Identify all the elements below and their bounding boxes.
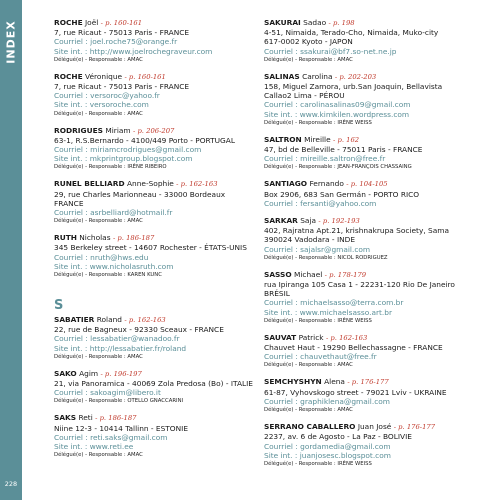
entry-website[interactable]: Site int. : juanjosesc.blogspot.com bbox=[264, 450, 391, 460]
entry-address: 617-0002 Kyoto - JAPON bbox=[264, 37, 353, 47]
index-title bbox=[2, 12, 20, 72]
index-title-text: INDEX bbox=[4, 20, 18, 64]
entry-email[interactable]: Courriel : michaelsasso@terra.com.br bbox=[264, 298, 404, 308]
entry-address: 402, Rajratna Apt.21, krishnakrupa Society, Sama bbox=[264, 226, 449, 236]
entry-pages: - p. 202-203 bbox=[334, 72, 377, 81]
entry-surname: RUTH bbox=[54, 233, 77, 243]
entry-email[interactable]: Courriel : ssakurai@bf7.so-net.ne.jp bbox=[264, 46, 397, 56]
index-entry bbox=[264, 216, 464, 262]
entry-surname: SALINAS bbox=[264, 71, 300, 81]
entry-pages: - p. 162-163 bbox=[325, 333, 368, 342]
entry-address: 63-1, R.S.Bernardo - 4100/449 Porto - PORTUGAL bbox=[54, 135, 235, 145]
entry-header bbox=[264, 333, 464, 343]
section-letter: S bbox=[54, 298, 64, 314]
entry-header bbox=[54, 72, 254, 82]
entry-header bbox=[264, 377, 464, 387]
entry-address: 7, rue Ricaut - 75013 Paris - FRANCE bbox=[54, 28, 190, 38]
index-entry bbox=[264, 135, 464, 172]
entry-address: Niine 12-3 - 10414 Tallinn - ESTONIE bbox=[54, 423, 188, 433]
entry-header bbox=[264, 216, 464, 226]
left-column bbox=[54, 18, 254, 467]
entry-website[interactable]: Site int. : mkprintgroup.blogspot.com bbox=[54, 154, 193, 164]
entry-header bbox=[264, 179, 464, 189]
entry-surname: ROCHE bbox=[54, 71, 83, 81]
entry-email[interactable]: Courriel : carolinasalinas09@gmail.com bbox=[264, 100, 411, 110]
index-entry bbox=[54, 413, 254, 459]
index-entry bbox=[54, 18, 254, 64]
entry-surname: SAUVAT bbox=[264, 332, 297, 342]
entry-delegate: Délégué(e) - Responsable : NICOL RODRIGUEZ bbox=[264, 254, 388, 261]
entry-surname: ROCHE bbox=[54, 18, 83, 27]
entry-surname: SASSO bbox=[264, 269, 292, 279]
entry-email[interactable]: Courriel : asrbelliard@hotmail.fr bbox=[54, 208, 173, 218]
entry-given-name: Véronique bbox=[85, 71, 123, 81]
entry-email[interactable]: Courriel : sajalsr@gmail.com bbox=[264, 244, 371, 254]
entry-pages: - p. 206-207 bbox=[132, 126, 175, 135]
entry-pages: - p. 186-187 bbox=[112, 234, 155, 243]
entry-surname: SAKO bbox=[54, 368, 77, 378]
entry-email[interactable]: Courriel : nruth@hws.edu bbox=[54, 252, 149, 262]
entry-pages: - p. 198 bbox=[328, 19, 355, 27]
entry-given-name: Anne-Sophie bbox=[126, 179, 174, 189]
entry-header bbox=[54, 233, 254, 243]
entry-address: 29, rue Charles Marionneau - 33000 Bordeaux bbox=[54, 189, 226, 199]
entry-address: 345 Berkeley street - 14607 Rochester - ÉTATS-UNIS bbox=[54, 243, 247, 253]
entry-pages: - p. 104-105 bbox=[346, 180, 388, 189]
entry-pages: - p. 162 bbox=[333, 135, 360, 144]
entry-pages: - p. 176-177 bbox=[393, 423, 436, 432]
entry-header bbox=[264, 72, 464, 82]
entry-pages: - p. 178-179 bbox=[324, 270, 367, 279]
entry-delegate: Délégué(e) - Responsable : KAREN KUNC bbox=[54, 272, 162, 279]
entry-email[interactable]: Courriel : lessabatier@wanadoo.fr bbox=[54, 334, 180, 344]
entry-delegate: Délégué(e) - Responsable : IRÈNE WEISS bbox=[264, 119, 372, 126]
entry-address: 4-51, Nimaida, Terado-Cho, Nimaida, Muko-city bbox=[264, 28, 439, 38]
entry-pages: - p. 160-161 bbox=[124, 72, 166, 81]
index-entry bbox=[54, 179, 254, 225]
entry-surname: SARKAR bbox=[264, 216, 298, 226]
index-entry bbox=[54, 72, 254, 118]
entry-website[interactable]: Site int. : www.reti.ee bbox=[54, 442, 134, 452]
entry-email[interactable]: Courriel : graphiklena@gmail.com bbox=[264, 396, 390, 406]
entry-pages: - p. 196-197 bbox=[100, 369, 142, 378]
entry-website[interactable]: Site int. : http://www.joelrochegraveur.com bbox=[54, 46, 213, 56]
entry-given-name: Sadao bbox=[303, 18, 327, 27]
entry-website[interactable]: Site int. : http://lessabatier.fr/roland bbox=[54, 343, 187, 353]
entry-given-name: Reti bbox=[78, 413, 93, 423]
entry-delegate: Délégué(e) - Responsable : AMAC bbox=[54, 452, 143, 459]
entry-delegate: Délégué(e) - Responsable : AMAC bbox=[54, 56, 143, 63]
index-sidebar bbox=[0, 0, 22, 500]
entry-address: Callao2 Lima - PÉROU bbox=[264, 91, 345, 101]
entry-address: 22, rue de Bagneux - 92330 Sceaux - FRANCE bbox=[54, 325, 224, 335]
entry-address: Chauvet Haut - 19290 Bellechassagne - FRANCE bbox=[264, 343, 443, 353]
entry-website[interactable]: Site int. : versoroche.com bbox=[54, 100, 149, 110]
index-entry bbox=[264, 72, 464, 127]
entry-given-name: Mireille bbox=[304, 134, 331, 144]
entry-delegate: Délégué(e) - Responsable : AMAC bbox=[264, 56, 353, 63]
entry-header bbox=[54, 369, 254, 379]
entry-email[interactable]: Courriel : sakoagim@libero.it bbox=[54, 388, 161, 398]
entry-surname: SAKURAI bbox=[264, 18, 301, 27]
entry-surname: SALTRON bbox=[264, 134, 302, 144]
entry-website[interactable]: Site int. : www.kimkilen.wordpress.com bbox=[264, 109, 410, 119]
entry-header bbox=[264, 135, 464, 145]
entry-website[interactable]: Site int. : www.nicholasruth.com bbox=[54, 261, 174, 271]
index-entry bbox=[264, 18, 464, 64]
index-entry bbox=[54, 315, 254, 361]
entry-given-name: Michael bbox=[294, 269, 323, 279]
index-entry bbox=[264, 377, 464, 414]
entry-address: FRANCE bbox=[54, 198, 84, 208]
entry-delegate: Délégué(e) - Responsable : OTELLO GNACCARINI bbox=[54, 398, 184, 405]
entry-header bbox=[264, 18, 464, 28]
entry-surname: SAKS bbox=[54, 413, 77, 423]
entry-delegate: Délégué(e) - Responsable : AMAC bbox=[54, 110, 143, 117]
entry-given-name: Juan José bbox=[357, 422, 392, 432]
entry-delegate: Délégué(e) - Responsable : AMAC bbox=[54, 218, 143, 225]
entry-given-name: Miriam bbox=[105, 125, 131, 135]
entry-email[interactable]: Courriel : mireille.saltron@free.fr bbox=[264, 154, 386, 164]
entry-delegate: Délégué(e) - Responsable : AMAC bbox=[54, 353, 143, 360]
entry-pages: - p. 162-163 bbox=[176, 180, 218, 189]
entry-address: 61-87, Vyhovskogo street - 79021 Lviv - UKRAINE bbox=[264, 387, 447, 397]
entry-address: 21, via Panoramica - 40069 Zola Predosa (Bo) - ITALIE bbox=[54, 379, 253, 389]
entry-header bbox=[54, 18, 254, 28]
entry-address: Box 2906, 683 San Germán - PORTO RICO bbox=[264, 189, 420, 199]
index-entry bbox=[264, 270, 464, 325]
entry-given-name: Nicholas bbox=[79, 233, 111, 243]
entry-surname: RUNEL BELLIARD bbox=[54, 179, 125, 189]
entry-header bbox=[54, 126, 254, 136]
entry-pages: - p. 192-193 bbox=[318, 217, 360, 226]
entry-pages: - p. 176-177 bbox=[347, 378, 389, 387]
index-entry bbox=[54, 233, 254, 279]
entry-given-name: Carolina bbox=[302, 71, 333, 81]
entry-address: rua Ipiranga 105 Casa 1 - 22231-120 Rio De Janeiro bbox=[264, 280, 455, 290]
entry-surname: SABATIER bbox=[54, 315, 95, 325]
entry-given-name: Patrick bbox=[298, 332, 324, 342]
entry-delegate: Délégué(e) - Responsable : IRÈNE WEISS bbox=[264, 460, 372, 467]
entry-address: 158, Miguel Zamora, urb.San Joaquin, Bellavista bbox=[264, 82, 443, 92]
entry-email[interactable]: Courriel : chauvethaut@free.fr bbox=[264, 352, 377, 362]
entry-given-name: Alena bbox=[324, 377, 345, 387]
entry-delegate: Délégué(e) - Responsable : AMAC bbox=[264, 362, 353, 369]
entry-surname: SEMCHYSHYN bbox=[264, 377, 322, 387]
entry-email[interactable]: Courriel : fersanti@yahoo.com bbox=[264, 198, 377, 208]
entry-delegate: Délégué(e) - Responsable : JEAN-FRANÇOIS CHASSAING bbox=[264, 164, 412, 171]
entry-given-name: Agim bbox=[79, 368, 99, 378]
right-column bbox=[264, 18, 464, 476]
entry-email[interactable]: Courriel : miriamcrodrigues@gmail.com bbox=[54, 145, 202, 155]
entry-delegate: Délégué(e) - Responsable : IRÈNE RIBEIRO bbox=[54, 164, 167, 171]
entry-given-name: Saja bbox=[300, 216, 317, 226]
entry-pages: - p. 162-163 bbox=[124, 316, 166, 325]
entry-address: 2237, av. 6 de Agosto - La Paz - BOLIVIE bbox=[264, 432, 412, 442]
index-entry bbox=[264, 179, 464, 208]
entry-surname: SERRANO CABALLERO bbox=[264, 422, 356, 432]
entry-address: BRÉSIL bbox=[264, 289, 290, 299]
entry-delegate: Délégué(e) - Responsable : AMAC bbox=[264, 407, 353, 414]
entry-surname: SANTIAGO bbox=[264, 179, 308, 189]
entry-given-name: Roland bbox=[96, 315, 123, 325]
entry-header bbox=[264, 270, 464, 280]
entry-address: 47, bd de Belleville - 75011 Paris - FRANCE bbox=[264, 145, 423, 155]
entry-email[interactable]: Courriel : reti.saks@gmail.com bbox=[54, 432, 168, 442]
entry-pages: - p. 186-187 bbox=[95, 414, 137, 423]
entry-email[interactable]: Courriel : gordamedia@gmail.com bbox=[264, 441, 391, 451]
entry-header bbox=[54, 413, 254, 423]
entry-delegate: Délégué(e) - Responsable : IRÈNE WEISS bbox=[264, 317, 372, 324]
page-number: 228 bbox=[4, 480, 18, 488]
index-entry bbox=[54, 369, 254, 406]
entry-surname: RODRIGUES bbox=[54, 125, 103, 135]
entry-header bbox=[54, 179, 254, 189]
entry-given-name: Fernando bbox=[309, 179, 344, 189]
entry-pages: - p. 160-161 bbox=[100, 19, 143, 27]
entry-address: 390024 Vadodara - INDE bbox=[264, 235, 356, 245]
entry-website[interactable]: Site int. : www.michaelsasso.art.br bbox=[264, 307, 393, 317]
entry-header bbox=[264, 422, 464, 432]
entry-email[interactable]: Courriel : joel.roche75@orange.fr bbox=[54, 37, 178, 47]
index-entry bbox=[264, 422, 464, 468]
index-entry bbox=[264, 333, 464, 370]
entry-given-name: Joël bbox=[85, 18, 99, 27]
index-entry bbox=[54, 126, 254, 172]
entry-email[interactable]: Courriel : versoroc@yahoo.fr bbox=[54, 91, 160, 101]
entry-address: 7, rue Ricaut - 75013 Paris - FRANCE bbox=[54, 82, 190, 92]
entry-header bbox=[54, 315, 254, 325]
